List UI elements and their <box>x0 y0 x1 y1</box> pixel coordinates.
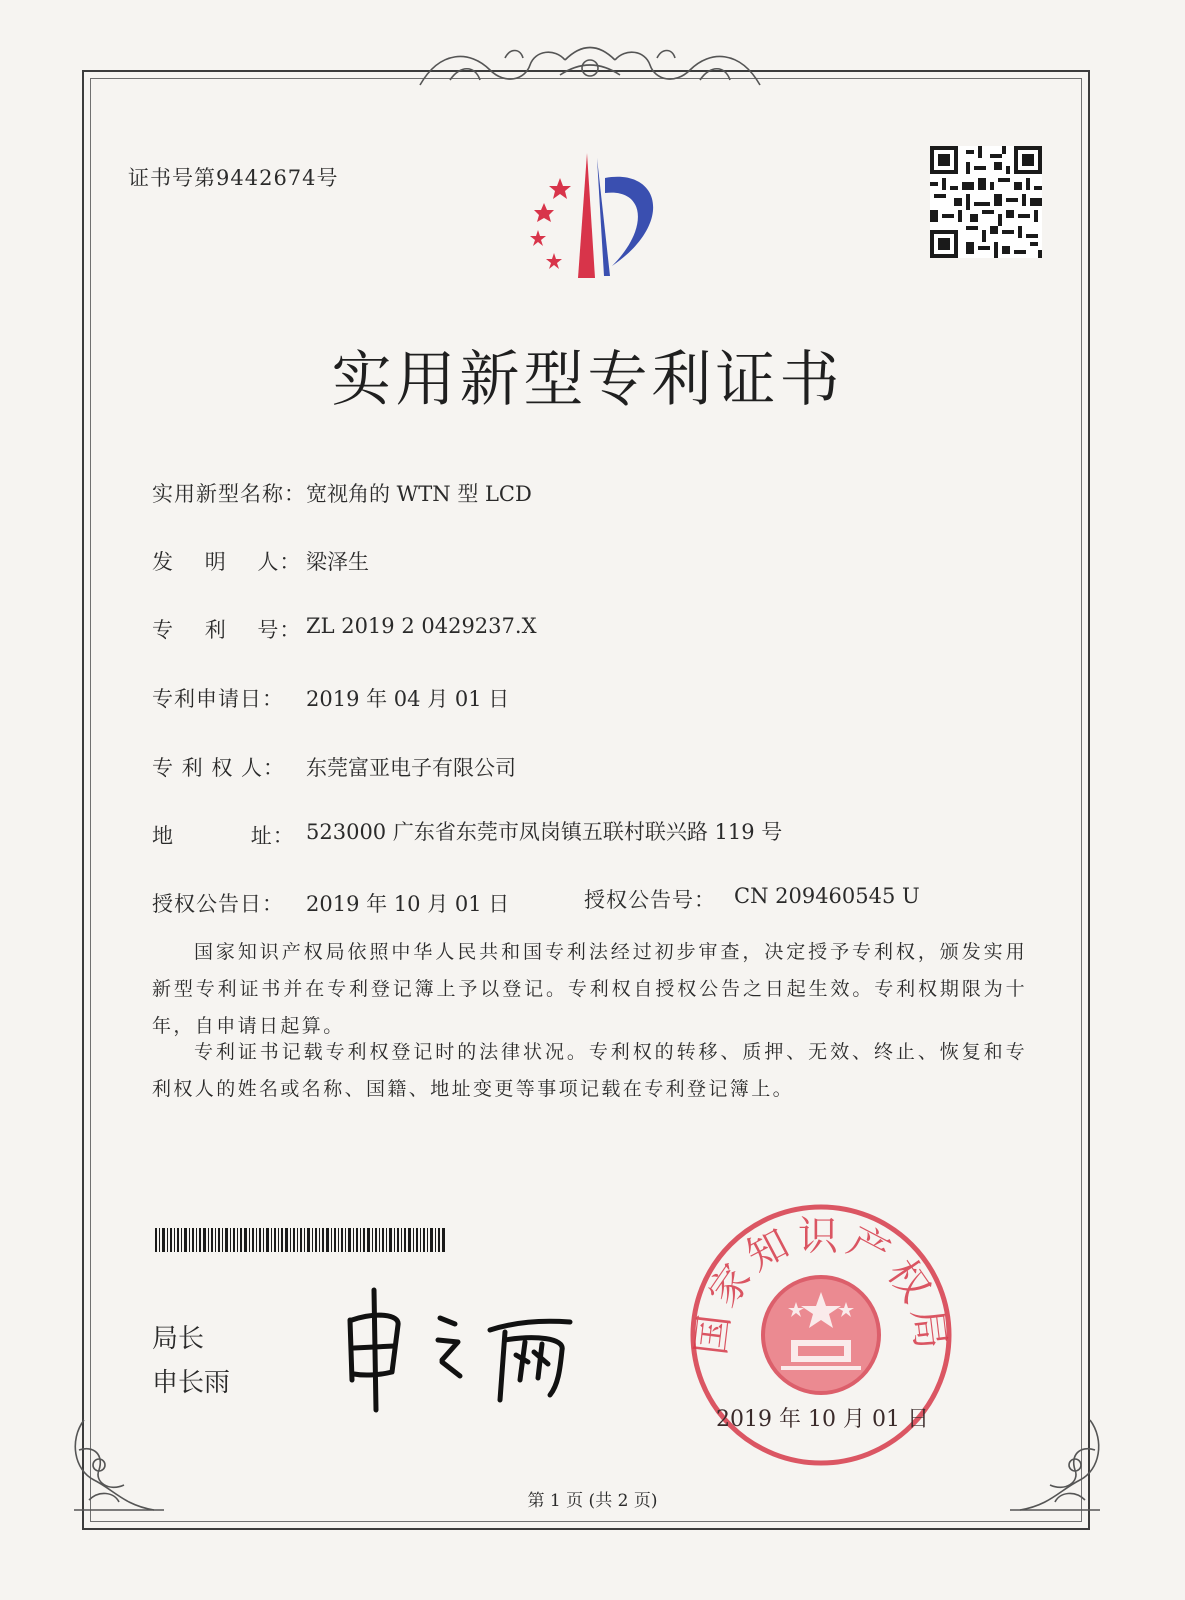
grant-announcement-date-label: 授权公告日： <box>152 892 284 916</box>
inventor-label: 发 明 人： <box>152 550 302 574</box>
patent-number-label: 专 利 号： <box>152 618 302 642</box>
grant-announcement-number-value: CN 209460545 U <box>734 884 920 908</box>
certificate-title: 实用新型专利证书 <box>331 345 844 415</box>
grant-announcement-number-label: 授权公告号： <box>584 888 716 912</box>
patentee-label: 专 利 权 人： <box>152 756 286 780</box>
barcode-icon <box>155 1228 445 1252</box>
application-date-value: 2019 年 04 月 01 日 <box>306 687 510 711</box>
patentee-value: 东莞富亚电子有限公司 <box>306 756 516 780</box>
seal-date: 2019 年 10 月 01 日 <box>716 1407 929 1432</box>
utility-model-name-label: 实用新型名称： <box>152 482 306 506</box>
certificate-number: 证书号第9442674号 <box>128 166 339 190</box>
legal-paragraph-2: 专利证书记载专利权登记时的法律状况。专利权的转移、质押、无效、终止、恢复和专利权人的姓名或名称、国籍、地址变更等事项记载在专利登记簿上。 <box>152 1041 1027 1100</box>
grant-announcement-date-value: 2019 年 10 月 01 日 <box>306 892 510 916</box>
director-title: 局长 <box>152 1324 205 1354</box>
utility-model-name-value: 宽视角的 WTN 型 LCD <box>306 482 532 506</box>
address-label: 地 址： <box>152 824 295 848</box>
patent-office-logo-icon <box>500 148 680 288</box>
page-number: 第 1 页 (共 2 页) <box>527 1491 658 1511</box>
legal-paragraph-1: 国家知识产权局依照中华人民共和国专利法经过初步审查，决定授予专利权，颁发实用新型专利证书并在专利登记簿上予以登记。专利权自授权公告之日起生效。专利权期限为十年，自申请日起算。 <box>152 941 1027 1037</box>
director-name: 申长雨 <box>152 1368 231 1398</box>
inventor-value: 梁泽生 <box>306 550 369 574</box>
patent-number-value: ZL 2019 2 0429237.X <box>306 614 537 638</box>
director-signature-icon <box>330 1280 600 1420</box>
top-ornament-icon <box>410 30 770 100</box>
seal-text: 国家知识产权局 <box>688 1213 954 1358</box>
address-value: 523000 广东省东莞市凤岗镇五联村联兴路 119 号 <box>306 820 783 844</box>
application-date-label: 专利申请日： <box>152 687 284 711</box>
qr-code-icon <box>930 146 1042 258</box>
